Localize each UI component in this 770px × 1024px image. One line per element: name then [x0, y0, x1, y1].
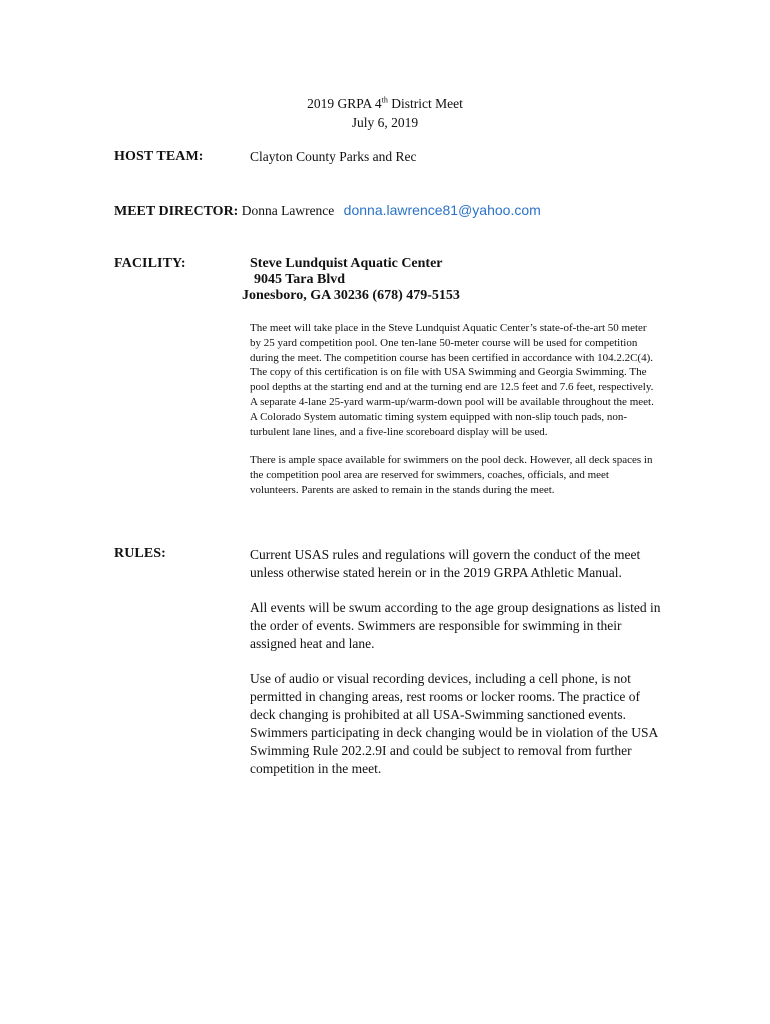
meet-title	[0, 94, 770, 113]
facility-paragraph: The meet will take place in the Steve Lundquist Aquatic Center’s state-of-the-art 50 meter by 25 yard competition pool. One ten-lane 50-meter course will be used for competition during the meet. The competition course has been certified in accordance with 104.2.2C(4). The copy of this certification is on file with USA Swimming and Georgia Swimming. The pool depths at the starting end and at the turning end are 12.5 feet and 7.6 feet, respectively. A separate 4-lane 25-yard warm-up/warm-down pool will be available throughout the meet. A Colorado System automatic timing system equipped with non-slip touch pads, non-turbulent lane lines, and a five-line scoreboard display will be used.	[250, 322, 654, 438]
facility-address	[242, 256, 460, 304]
meet-header	[0, 94, 770, 132]
meet-title-superscript: th	[381, 95, 388, 105]
facility-name: Steve Lundquist Aquatic Center	[250, 256, 443, 271]
rules-paragraph: Current USAS rules and regulations will govern the conduct of the meet unless otherwise stated herein or in the 2019 GRPA Athletic Manual.	[250, 547, 641, 580]
facility-street: 9045 Tara Blvd	[254, 272, 346, 287]
host-team-label: HOST TEAM:	[114, 149, 204, 164]
rules-text	[250, 546, 662, 795]
rules-label: RULES:	[114, 546, 166, 561]
facility-paragraph: There is ample space available for swimmers on the pool deck. However, all deck spaces in the competition pool area are reserved for swimmers, coaches, officials, and meet volunteers. Parents are asked to remain in the stands during the meet.	[250, 454, 653, 496]
rules-paragraph: Use of audio or visual recording devices, including a cell phone, is not permitted in changing areas, rest rooms or locker rooms. The practice of deck changing is prohibited at all USA-Swimming sanctioned events. Swimmers participating in deck changing would be in violation of the USA Swimming Rule 202.2.9I and could be subject to removal from further competition in the meet.	[250, 671, 658, 776]
meet-title-rest: District Meet	[387, 96, 463, 111]
meet-director-row	[114, 202, 541, 220]
host-team-value: Clayton County Parks and Rec	[250, 149, 417, 164]
meet-director-name: Donna Lawrence	[241, 203, 335, 218]
facility-label: FACILITY:	[114, 256, 186, 271]
facility-city-phone: Jonesboro, GA 30236 (678) 479-5153	[242, 288, 460, 303]
rules-paragraph: All events will be swum according to the age group designations as listed in the order of events. Swimmers are responsible for swimming in their assigned heat and lane.	[250, 600, 661, 651]
meet-title-main: 2019 GRPA 4	[307, 96, 382, 111]
meet-date: July 6, 2019	[351, 115, 419, 130]
meet-director-email-link[interactable]: donna.lawrence81@yahoo.com	[343, 202, 541, 218]
meet-director-label: MEET DIRECTOR:	[114, 204, 239, 219]
facility-description	[250, 321, 660, 512]
